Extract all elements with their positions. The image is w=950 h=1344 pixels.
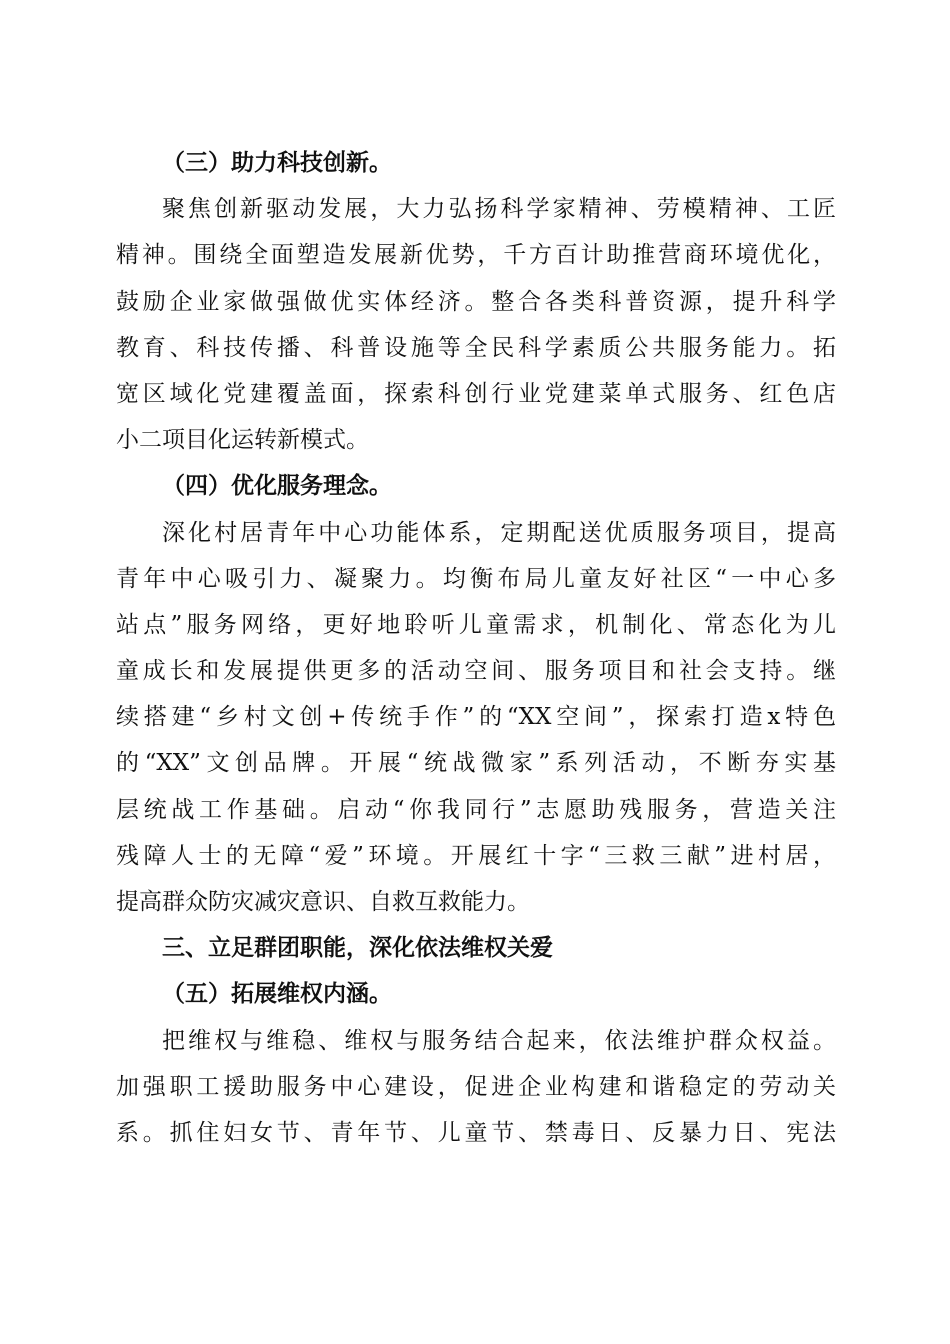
paragraph-line: 残障人士的无障“爱”环境。开展红十字“三救三献”进村居，: [116, 842, 836, 869]
section-heading-4: （四）优化服务理念。: [162, 472, 392, 500]
paragraph-line: 教育、科技传播、科普设施等全民科学素质公共服务能力。拓: [116, 334, 836, 361]
paragraph-line: 深化村居青年中心功能体系，定期配送优质服务项目，提高: [162, 519, 836, 546]
paragraph-line: 续搭建“乡村文创+传统手作”的“XX空间”，探索打造x特色: [116, 704, 836, 731]
paragraph-line: 站点”服务网络，更好地聆听儿童需求，机制化、常态化为儿: [116, 611, 836, 638]
chapter-heading-3: 三、立足群团职能，深化依法维权关爱: [162, 935, 553, 962]
paragraph-line: 层统战工作基础。启动“你我同行”志愿助残服务，营造关注: [116, 796, 836, 823]
paragraph-line: 青年中心吸引力、凝聚力。均衡布局儿童友好社区“一中心多: [116, 565, 836, 592]
paragraph-line: 聚焦创新驱动发展，大力弘扬科学家精神、劳模精神、工匠: [162, 196, 836, 223]
paragraph-line: 宽区域化党建覆盖面，探索科创行业党建菜单式服务、红色店: [116, 380, 836, 407]
paragraph-line: 加强职工援助服务中心建设，促进企业构建和谐稳定的劳动关: [116, 1073, 836, 1100]
paragraph-line: 的“XX”文创品牌。开展“统战微家”系列活动，不断夯实基: [116, 750, 836, 777]
paragraph-line: 系。抓住妇女节、青年节、儿童节、禁毒日、反暴力日、宪法: [116, 1119, 836, 1146]
paragraph-line: 童成长和发展提供更多的活动空间、服务项目和社会支持。继: [116, 658, 836, 685]
paragraph-line: 小二项目化运转新模式。: [116, 427, 369, 454]
paragraph-line: 把维权与维稳、维权与服务结合起来，依法维护群众权益。: [162, 1027, 836, 1054]
section-heading-3: （三）助力科技创新。: [162, 149, 392, 176]
document-body: [116, 140, 836, 1156]
paragraph-line: 鼓励企业家做强做优实体经济。整合各类科普资源，提升科学: [116, 288, 836, 315]
paragraph-line: 提高群众防灾减灾意识、自救互救能力。: [116, 889, 530, 915]
section-heading-5: （五）拓展维权内涵。: [162, 980, 392, 1008]
paragraph-line: 精神。围绕全面塑造发展新优势，千方百计助推营商环境优化，: [116, 242, 836, 269]
